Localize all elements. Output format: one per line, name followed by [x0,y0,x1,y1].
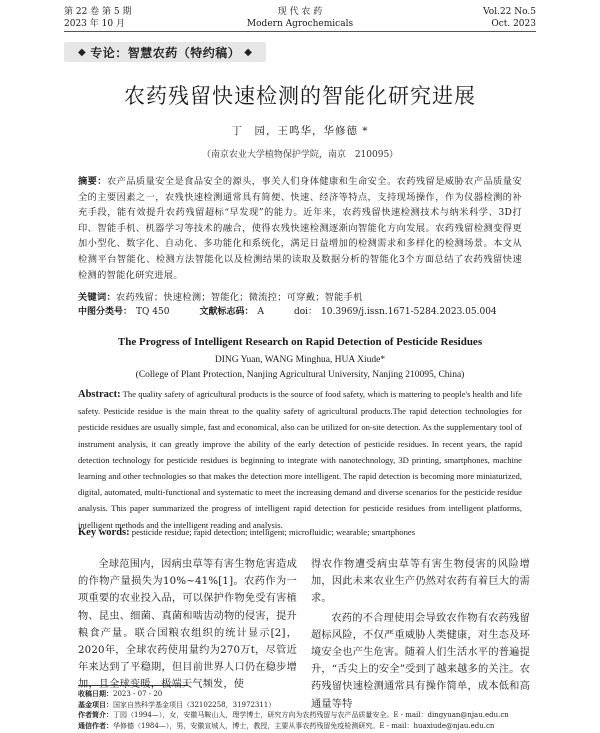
keywords-text-en: pesticide residue; rapid detection; intelligent; microfluidic; wearable; smartphones [131,527,416,537]
publication-date: 2023 年 10 月 [64,19,125,29]
column-banner [64,42,266,62]
abstract-text-cn: 农产品质量安全是食品安全的源头，事关人们身体健康和生命安全。农药残留是威胁农产品质量安全的主要因素之一，农残快速检测通常具有简便、快速、经济等特点，支持现场操作，作为仪器检测的补充手段，能有效提升农药残留超标“早发现”的能力。近年来，农药残留快速检测技术与纳米科学、3D打印、智能手机、机器学习等技术的融合，使得农残快速检测逐渐向智能化方向发展。农药残留检测变得更加小型化、数字化、自动化、多功能化和系统化，满足日益增加的检测需求和多样化的检测场景。本文从检测平台智能化、检测方法智能化以及检测结果的读取及数据分析的智能化3个方面总结了农药残留快速检测的智能化研究进展。 [78,176,522,281]
received-value: 2023 - 07 - 20 [113,690,163,698]
corresponding-label: 通信作者： [78,721,113,730]
body-column-left [78,556,297,694]
keywords-label-en: Key words: [78,527,130,538]
abstract-en [78,386,522,533]
body-paragraph: 农药的不合理使用会导致农作物有农药残留超标风险，不仅严重威胁人类健康，对生态及环境安全也产生危害。随着人们生活水平的普遍提升，“舌尖上的安全”受到了越来越多的关注。农药残留快速检测通常具有操作简单，成本低和高通量等特 [311,612,530,710]
article-title-en: The Progress of Intelligent Research on Rapid Detection of Pesticide Residues [117,336,483,348]
running-head [64,6,536,32]
class-number-value: TQ 450 [136,307,170,317]
fund-label: 基金项目： [78,700,113,709]
affiliation-en: (College of Plant Protection, Nanjing Agricultural University, Nanjing 210095, China) [135,370,465,380]
document-code-value: A [257,307,264,317]
fund-value: 国家自然科学基金项目（32102258，31972311） [113,700,276,709]
fund-note [78,700,536,711]
diamond-icon: ◆ [78,46,87,58]
journal-name-cn: 现 代 农 药 [277,7,323,17]
doi-value: 10.3969/j.issn.1671-5284.2023.05.004 [321,307,497,317]
diamond-icon: ◆ [244,46,253,58]
volume-issue: 第 22 卷 第 5 期 [64,7,132,17]
footnote-rule [78,685,188,686]
volume-issue-en: Vol.22 No.5 [483,7,536,17]
body-paragraph: 全球范围内，因病虫草等有害生物危害造成的作物产量损失为10%~41%[1]。农药作为一项重要的农业投入品，可以保护作物免受有害植物、昆虫、细菌、真菌和啮齿动物的侵害，提升粮食产量。联合国粮农组织的统计显示[2]，2020年，全球农药使用量约为270万t，尽管近年来达到了平稳期，但目前世界人口仍在稳步增加，且全球变暖，极端天气频发，使 [78,559,297,691]
document-code-label: 文献标志码： [199,307,254,317]
journal-name-en: Modern Agrochemicals [246,19,354,29]
author-bio-label: 作者简介： [78,711,113,720]
header-rule [64,31,536,32]
doi-label: doi： [293,307,318,317]
keywords-en [78,526,522,539]
keywords-text-cn: 农药残留；快速检测；智能化；微流控；可穿戴；智能手机 [115,292,363,303]
affiliation-cn: （南京农业大学植物保护学院，南京 210095） [201,150,399,160]
footnotes [78,689,536,731]
abstract-cn [78,174,522,283]
author-bio-value: 丁园（1994—），女，安徽马鞍山人，理学博士，研究方向为农药残留与农产品质量安全。E - mail：dingyuan@njau.edu.cn [113,711,509,720]
received-label: 收稿日期： [78,690,113,698]
abstract-label-en: Abstract: [78,389,121,400]
class-number-label: 中图分类号： [78,307,133,317]
publication-date-en: Oct. 2023 [491,19,536,29]
keywords-label-cn: 关键词： [78,292,116,303]
keywords-cn [78,291,522,304]
column-banner-text: 专论：智慧农药（特约稿） [90,45,241,60]
classification-line [78,306,522,319]
body-paragraph: 得农作物遭受病虫草等有害生物侵害的风险增加，因此未来农业生产仍然对农药有着巨大的需求。 [311,559,530,605]
received-date-note [78,689,536,700]
corresponding-author-note [78,721,536,732]
author-list-cn: 丁 园，王鸣华，华修德 * [231,125,369,137]
abstract-text-en: The quality safety of agricultural products is the source of food safety, which is mattering to people's health and life safety. Pesticide residue is the main threat to the quality safety of agricultural products.The rapid detection technologies for pesticide residues are usually simple, fast and economical, also can be utilized for on-site detection. As the supplementary tool of instrument analysis, it can greatly improve the ability of the early detection of pesticide residues. In recent years, the rapid detection technology for pesticide residues is beginning to integrate with nanotechnology, 3D printing, smartphones, machine learning and other technologies so that makes the detection more intelligent. The rapid detection is becoming more miniaturized, digital, automated, multi-functional and systematic to meet the increasing demand and diverse scenarios for the pesticide residue analysis. This paper summarized the progress of intelligent rapid detection for pesticide residues from intelligent platforms, intelligent methods and the intelligent reading and analysis. [78,389,522,530]
corresponding-value: 华修德（1984—），男，安徽宣城人，博士，教授，主要从事农药残留免疫检测研究。E - mail：huaxiude@njau.edu.cn [113,721,495,730]
author-bio-note [78,710,536,721]
author-list-en: DING Yuan, WANG Minghua, HUA Xiude* [214,355,386,365]
abstract-label-cn: 摘要： [78,176,107,187]
article-title-cn: 农药残留快速检测的智能化研究进展 [124,84,476,108]
